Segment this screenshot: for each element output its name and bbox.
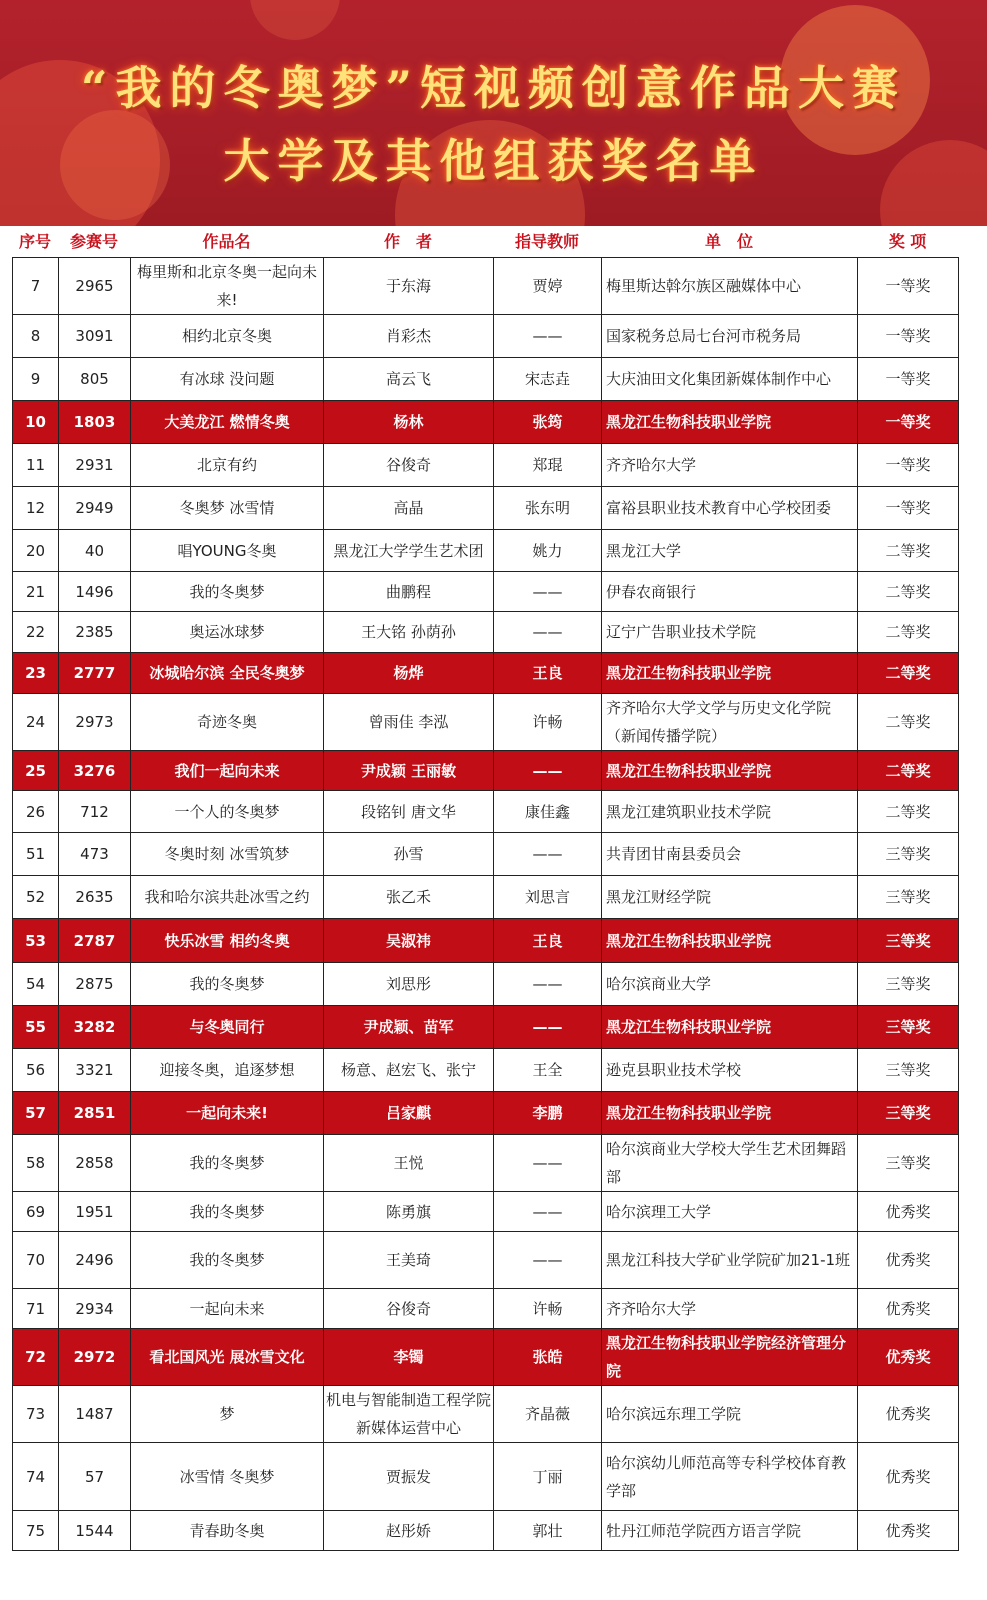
cell-seq: 71 — [13, 1289, 59, 1329]
cell-entry: 1951 — [59, 1192, 131, 1232]
cell-entry: 2972 — [59, 1329, 131, 1386]
cell-teacher: —— — [494, 1232, 602, 1289]
cell-award: 一等奖 — [858, 444, 959, 487]
cell-teacher: —— — [494, 963, 602, 1006]
cell-author: 肖彩杰 — [324, 315, 494, 358]
column-header-work: 作品名 — [202, 232, 251, 251]
cell-work: 冰城哈尔滨 全民冬奥梦 — [131, 653, 324, 694]
cell-entry: 805 — [59, 358, 131, 401]
cell-award: 一等奖 — [858, 487, 959, 530]
column-header-teacher: 指导教师 — [514, 232, 579, 251]
cell-author: 高晶 — [324, 487, 494, 530]
cell-award: 三等奖 — [858, 1135, 959, 1192]
cell-author: 段铭钊 唐文华 — [324, 791, 494, 833]
cell-work: 我的冬奥梦 — [131, 963, 324, 1006]
cell-author: 陈勇旗 — [324, 1192, 494, 1232]
table-row — [13, 1232, 959, 1289]
cell-author: 曲鹏程 — [324, 572, 494, 612]
cell-teacher: 郭壮 — [494, 1511, 602, 1551]
cell-teacher: 宋志垚 — [494, 358, 602, 401]
cell-author: 张乙禾 — [324, 876, 494, 919]
cell-work: 大美龙江 燃情冬奥 — [131, 401, 324, 444]
table-row — [13, 1092, 959, 1135]
cell-award: 一等奖 — [858, 258, 959, 315]
cell-teacher: —— — [494, 315, 602, 358]
cell-seq: 8 — [13, 315, 59, 358]
cell-teacher: —— — [494, 1135, 602, 1192]
cell-unit: 伊春农商银行 — [602, 572, 858, 612]
cell-award: 二等奖 — [858, 572, 959, 612]
cell-work: 青春助冬奥 — [131, 1511, 324, 1551]
cell-author: 王悦 — [324, 1135, 494, 1192]
cell-unit: 黑龙江大学 — [602, 530, 858, 572]
table-row — [13, 487, 959, 530]
cell-entry: 2965 — [59, 258, 131, 315]
cell-work: 我的冬奥梦 — [131, 572, 324, 612]
column-header-unit: 单 位 — [704, 232, 753, 251]
cell-work: 北京有约 — [131, 444, 324, 487]
cell-award: 二等奖 — [858, 751, 959, 791]
cell-author: 机电与智能制造工程学院新媒体运营中心 — [324, 1386, 494, 1443]
cell-award: 三等奖 — [858, 833, 959, 876]
cell-seq: 74 — [13, 1443, 59, 1511]
cell-work: 一起向未来! — [131, 1092, 324, 1135]
cell-entry: 2787 — [59, 919, 131, 963]
cell-seq: 12 — [13, 487, 59, 530]
cell-teacher: —— — [494, 572, 602, 612]
cell-teacher: 齐晶薇 — [494, 1386, 602, 1443]
cell-author: 李镯 — [324, 1329, 494, 1386]
cell-award: 二等奖 — [858, 530, 959, 572]
cell-work: 有冰球 没问题 — [131, 358, 324, 401]
table-row — [13, 258, 959, 315]
cell-seq: 11 — [13, 444, 59, 487]
cell-entry: 2931 — [59, 444, 131, 487]
cell-unit: 黑龙江生物科技职业学院 — [602, 401, 858, 444]
cell-award: 三等奖 — [858, 876, 959, 919]
page-title: “我的冬奥梦”短视频创意作品大赛 — [81, 61, 906, 115]
cell-entry: 2777 — [59, 653, 131, 694]
table-row — [13, 751, 959, 791]
cell-teacher: 李鹏 — [494, 1092, 602, 1135]
cell-entry: 2858 — [59, 1135, 131, 1192]
cell-teacher: 贾婷 — [494, 258, 602, 315]
cell-seq: 52 — [13, 876, 59, 919]
cell-seq: 26 — [13, 791, 59, 833]
table-row — [13, 1289, 959, 1329]
cell-award: 三等奖 — [858, 963, 959, 1006]
cell-work: 快乐冰雪 相约冬奥 — [131, 919, 324, 963]
cell-entry: 712 — [59, 791, 131, 833]
cell-teacher: —— — [494, 1006, 602, 1049]
cell-unit: 富裕县职业技术教育中心学校团委 — [602, 487, 858, 530]
cell-seq: 22 — [13, 612, 59, 653]
cell-entry: 2635 — [59, 876, 131, 919]
cell-entry: 3091 — [59, 315, 131, 358]
cell-unit: 黑龙江科技大学矿业学院矿加21-1班 — [602, 1232, 858, 1289]
table-row — [13, 919, 959, 963]
cell-award: 三等奖 — [858, 1049, 959, 1092]
cell-author: 黑龙江大学学生艺术团 — [324, 530, 494, 572]
header-banner — [0, 0, 987, 226]
cell-author: 王美琦 — [324, 1232, 494, 1289]
cell-entry: 2496 — [59, 1232, 131, 1289]
cell-work: 看北国风光 展冰雪文化 — [131, 1329, 324, 1386]
cell-teacher: 姚力 — [494, 530, 602, 572]
cell-seq: 10 — [13, 401, 59, 444]
cell-teacher: 王良 — [494, 919, 602, 963]
cell-award: 优秀奖 — [858, 1192, 959, 1232]
table-row — [13, 1511, 959, 1551]
cell-teacher: 张皓 — [494, 1329, 602, 1386]
cell-seq: 69 — [13, 1192, 59, 1232]
cell-author: 曾雨佳 李泓 — [324, 694, 494, 751]
cell-seq: 21 — [13, 572, 59, 612]
cell-work: 梦 — [131, 1386, 324, 1443]
cell-work: 冬奥时刻 冰雪筑梦 — [131, 833, 324, 876]
cell-seq: 20 — [13, 530, 59, 572]
cell-teacher: 郑琨 — [494, 444, 602, 487]
table-header — [0, 228, 987, 256]
cell-unit: 梅里斯达斡尔族区融媒体中心 — [602, 258, 858, 315]
cell-teacher: 康佳鑫 — [494, 791, 602, 833]
cell-teacher: 许畅 — [494, 694, 602, 751]
cell-seq: 53 — [13, 919, 59, 963]
cell-award: 优秀奖 — [858, 1289, 959, 1329]
cell-teacher: —— — [494, 833, 602, 876]
awards-table — [12, 257, 959, 1551]
cell-entry: 1487 — [59, 1386, 131, 1443]
cell-unit: 齐齐哈尔大学文学与历史文化学院（新闻传播学院） — [602, 694, 858, 751]
table-row — [13, 530, 959, 572]
cell-work: 我和哈尔滨共赴冰雪之约 — [131, 876, 324, 919]
cell-seq: 51 — [13, 833, 59, 876]
decor-bubble — [250, 0, 340, 40]
table-row — [13, 1135, 959, 1192]
cell-seq: 24 — [13, 694, 59, 751]
table-row — [13, 791, 959, 833]
cell-unit: 黑龙江生物科技职业学院经济管理分院 — [602, 1329, 858, 1386]
cell-award: 优秀奖 — [858, 1329, 959, 1386]
cell-entry: 2934 — [59, 1289, 131, 1329]
cell-author: 尹成颖、苗军 — [324, 1006, 494, 1049]
table-row — [13, 1329, 959, 1386]
cell-award: 三等奖 — [858, 1006, 959, 1049]
page-subtitle: 大学及其他组获奖名单 — [223, 134, 764, 188]
cell-unit: 哈尔滨商业大学 — [602, 963, 858, 1006]
cell-author: 高云飞 — [324, 358, 494, 401]
table-row — [13, 1049, 959, 1092]
cell-unit: 黑龙江建筑职业技术学院 — [602, 791, 858, 833]
cell-seq: 25 — [13, 751, 59, 791]
table-row — [13, 1386, 959, 1443]
cell-entry: 2851 — [59, 1092, 131, 1135]
cell-award: 三等奖 — [858, 919, 959, 963]
cell-unit: 共青团甘南县委员会 — [602, 833, 858, 876]
table-row — [13, 315, 959, 358]
cell-author: 刘思彤 — [324, 963, 494, 1006]
cell-award: 二等奖 — [858, 694, 959, 751]
cell-work: 相约北京冬奥 — [131, 315, 324, 358]
cell-work: 我的冬奥梦 — [131, 1232, 324, 1289]
cell-work: 冰雪情 冬奥梦 — [131, 1443, 324, 1511]
cell-award: 三等奖 — [858, 1092, 959, 1135]
column-header-author: 作 者 — [383, 232, 432, 251]
cell-entry: 1803 — [59, 401, 131, 444]
cell-seq: 23 — [13, 653, 59, 694]
cell-entry: 1496 — [59, 572, 131, 612]
table-row — [13, 358, 959, 401]
table-row — [13, 401, 959, 444]
cell-unit: 大庆油田文化集团新媒体制作中心 — [602, 358, 858, 401]
cell-unit: 国家税务总局七台河市税务局 — [602, 315, 858, 358]
cell-unit: 哈尔滨理工大学 — [602, 1192, 858, 1232]
cell-entry: 57 — [59, 1443, 131, 1511]
table-row — [13, 833, 959, 876]
cell-teacher: 张筠 — [494, 401, 602, 444]
cell-author: 王大铭 孙荫孙 — [324, 612, 494, 653]
cell-entry: 473 — [59, 833, 131, 876]
cell-seq: 55 — [13, 1006, 59, 1049]
cell-award: 二等奖 — [858, 612, 959, 653]
cell-teacher: 王良 — [494, 653, 602, 694]
cell-author: 尹成颖 王丽敏 — [324, 751, 494, 791]
table-row — [13, 694, 959, 751]
table-row — [13, 653, 959, 694]
table-row — [13, 1443, 959, 1511]
cell-teacher: 许畅 — [494, 1289, 602, 1329]
cell-author: 谷俊奇 — [324, 444, 494, 487]
cell-work: 冬奥梦 冰雪情 — [131, 487, 324, 530]
cell-award: 二等奖 — [858, 791, 959, 833]
cell-unit: 哈尔滨商业大学校大学生艺术团舞蹈部 — [602, 1135, 858, 1192]
cell-entry: 2875 — [59, 963, 131, 1006]
cell-award: 优秀奖 — [858, 1386, 959, 1443]
cell-entry: 2973 — [59, 694, 131, 751]
cell-unit: 逊克县职业技术学校 — [602, 1049, 858, 1092]
cell-work: 一起向未来 — [131, 1289, 324, 1329]
cell-entry: 1544 — [59, 1511, 131, 1551]
cell-unit: 黑龙江生物科技职业学院 — [602, 751, 858, 791]
cell-work: 我们一起向未来 — [131, 751, 324, 791]
cell-unit: 齐齐哈尔大学 — [602, 1289, 858, 1329]
cell-seq: 9 — [13, 358, 59, 401]
cell-entry: 3276 — [59, 751, 131, 791]
cell-teacher: —— — [494, 751, 602, 791]
cell-entry: 40 — [59, 530, 131, 572]
cell-seq: 57 — [13, 1092, 59, 1135]
cell-author: 谷俊奇 — [324, 1289, 494, 1329]
cell-seq: 56 — [13, 1049, 59, 1092]
column-header-seq: 序号 — [18, 232, 51, 251]
cell-entry: 2949 — [59, 487, 131, 530]
cell-unit: 黑龙江生物科技职业学院 — [602, 919, 858, 963]
cell-author: 杨林 — [324, 401, 494, 444]
cell-award: 优秀奖 — [858, 1232, 959, 1289]
cell-entry: 2385 — [59, 612, 131, 653]
cell-teacher: 张东明 — [494, 487, 602, 530]
cell-unit: 哈尔滨幼儿师范高等专科学校体育教学部 — [602, 1443, 858, 1511]
cell-work: 与冬奥同行 — [131, 1006, 324, 1049]
table-row — [13, 1006, 959, 1049]
cell-author: 于东海 — [324, 258, 494, 315]
cell-unit: 黑龙江生物科技职业学院 — [602, 1006, 858, 1049]
cell-award: 一等奖 — [858, 315, 959, 358]
cell-author: 吕家麒 — [324, 1092, 494, 1135]
cell-work: 我的冬奥梦 — [131, 1192, 324, 1232]
table-row — [13, 1192, 959, 1232]
cell-teacher: —— — [494, 1192, 602, 1232]
cell-author: 孙雪 — [324, 833, 494, 876]
cell-unit: 齐齐哈尔大学 — [602, 444, 858, 487]
cell-seq: 72 — [13, 1329, 59, 1386]
cell-author: 杨意、赵宏飞、张宁 — [324, 1049, 494, 1092]
cell-teacher: —— — [494, 612, 602, 653]
cell-seq: 7 — [13, 258, 59, 315]
cell-seq: 75 — [13, 1511, 59, 1551]
table-row — [13, 612, 959, 653]
table-row — [13, 572, 959, 612]
cell-work: 奇迹冬奥 — [131, 694, 324, 751]
cell-unit: 牡丹江师范学院西方语言学院 — [602, 1511, 858, 1551]
cell-unit: 哈尔滨远东理工学院 — [602, 1386, 858, 1443]
cell-award: 优秀奖 — [858, 1511, 959, 1551]
cell-seq: 54 — [13, 963, 59, 1006]
column-header-award: 奖 项 — [888, 232, 927, 251]
cell-teacher: 王全 — [494, 1049, 602, 1092]
cell-award: 一等奖 — [858, 401, 959, 444]
cell-unit: 黑龙江财经学院 — [602, 876, 858, 919]
cell-author: 杨烨 — [324, 653, 494, 694]
cell-work: 迎接冬奥，追逐梦想 — [131, 1049, 324, 1092]
column-header-entry: 参赛号 — [69, 232, 118, 251]
cell-award: 二等奖 — [858, 653, 959, 694]
cell-work: 我的冬奥梦 — [131, 1135, 324, 1192]
cell-entry: 3282 — [59, 1006, 131, 1049]
cell-author: 贾振发 — [324, 1443, 494, 1511]
cell-unit: 辽宁广告职业技术学院 — [602, 612, 858, 653]
cell-work: 梅里斯和北京冬奥一起向未来! — [131, 258, 324, 315]
cell-unit: 黑龙江生物科技职业学院 — [602, 653, 858, 694]
cell-entry: 3321 — [59, 1049, 131, 1092]
cell-work: 一个人的冬奥梦 — [131, 791, 324, 833]
cell-seq: 58 — [13, 1135, 59, 1192]
cell-teacher: 刘思言 — [494, 876, 602, 919]
cell-unit: 黑龙江生物科技职业学院 — [602, 1092, 858, 1135]
table-row — [13, 963, 959, 1006]
table-row — [13, 444, 959, 487]
cell-award: 优秀奖 — [858, 1443, 959, 1511]
cell-teacher: 丁丽 — [494, 1443, 602, 1511]
table-row — [13, 876, 959, 919]
cell-seq: 70 — [13, 1232, 59, 1289]
cell-author: 吴淑祎 — [324, 919, 494, 963]
cell-author: 赵彤娇 — [324, 1511, 494, 1551]
cell-work: 奥运冰球梦 — [131, 612, 324, 653]
cell-seq: 73 — [13, 1386, 59, 1443]
cell-work: 唱YOUNG冬奥 — [131, 530, 324, 572]
cell-award: 一等奖 — [858, 358, 959, 401]
